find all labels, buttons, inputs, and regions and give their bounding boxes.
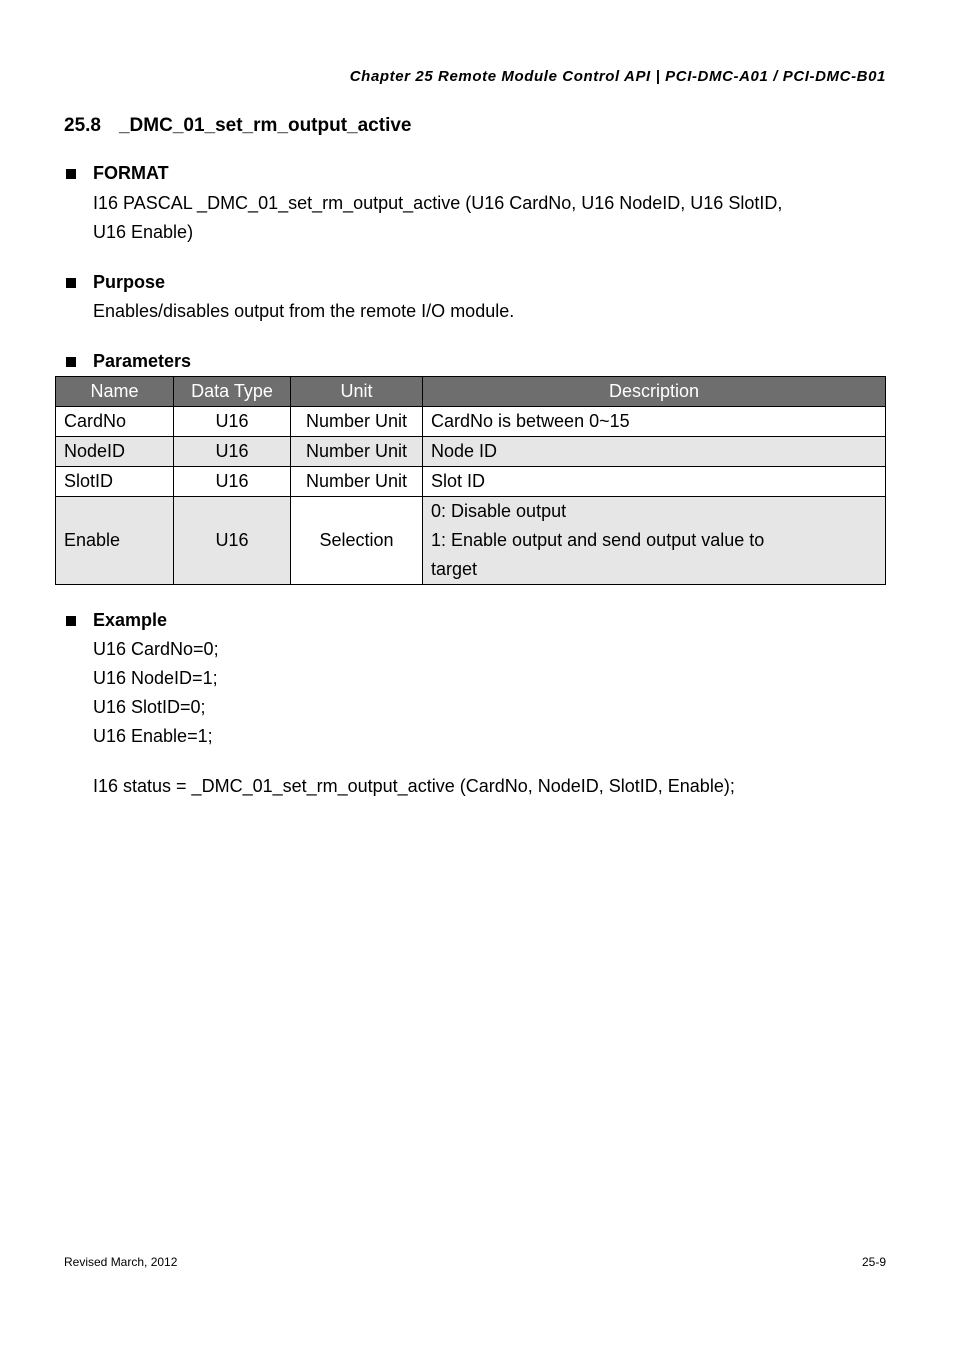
format-line: I16 PASCAL _DMC_01_set_rm_output_active (U16 CardNo, U16 NodeID, U16 SlotID,	[93, 193, 783, 213]
param-unit: Selection	[291, 497, 423, 585]
table-row	[56, 407, 886, 437]
section-number: 25.8	[64, 115, 101, 136]
table-row	[56, 467, 886, 497]
example-line: U16 NodeID=1;	[93, 668, 218, 688]
square-bullet-icon	[66, 278, 76, 288]
example-code	[93, 635, 219, 751]
purpose-text: Enables/disables output from the remote I/O module.	[93, 301, 515, 321]
param-unit: Number Unit	[291, 407, 423, 437]
parameters-heading	[66, 351, 191, 372]
section-name: _DMC_01_set_rm_output_active	[118, 115, 412, 136]
section-title	[64, 115, 412, 137]
page-number: 25-9	[861, 1255, 886, 1269]
example-line: U16 Enable=1;	[93, 726, 213, 746]
example-call: I16 status = _DMC_01_set_rm_output_active (CardNo, NodeID, SlotID, Enable);	[93, 776, 735, 796]
param-type: U16	[174, 497, 291, 585]
parameters-heading-label: Parameters	[93, 351, 192, 371]
table-row	[56, 497, 886, 585]
format-heading-label: FORMAT	[93, 163, 169, 183]
square-bullet-icon	[66, 616, 76, 626]
param-description	[423, 497, 886, 585]
param-unit: Number Unit	[291, 437, 423, 467]
running-header: Chapter 25 Remote Module Control API | PCI-DMC-A01 / PCI-DMC-B01	[349, 68, 886, 85]
column-header-data-type: Data Type	[174, 377, 291, 407]
format-signature	[93, 189, 782, 247]
purpose-heading-label: Purpose	[93, 272, 166, 292]
example-line: U16 SlotID=0;	[93, 697, 206, 717]
example-line: U16 CardNo=0;	[93, 639, 219, 659]
table-header-row	[56, 377, 886, 407]
param-unit: Number Unit	[291, 467, 423, 497]
parameters-table	[55, 376, 886, 585]
purpose-heading	[66, 272, 165, 293]
example-heading-label: Example	[93, 610, 168, 630]
square-bullet-icon	[66, 169, 76, 179]
param-description-line: 1: Enable output and send output value to	[431, 530, 765, 550]
format-heading	[66, 163, 169, 184]
param-name: SlotID	[56, 467, 174, 497]
param-description: Node ID	[423, 437, 886, 467]
param-name: Enable	[56, 497, 174, 585]
square-bullet-icon	[66, 357, 76, 367]
param-description-line: 0: Disable output	[431, 501, 567, 521]
param-description: CardNo is between 0~15	[423, 407, 886, 437]
column-header-description: Description	[423, 377, 886, 407]
table-row	[56, 437, 886, 467]
example-heading	[66, 610, 167, 631]
revision-date: Revised March, 2012	[64, 1255, 178, 1269]
param-type: U16	[174, 407, 291, 437]
column-header-unit: Unit	[291, 377, 423, 407]
column-header-name: Name	[56, 377, 174, 407]
param-name: CardNo	[56, 407, 174, 437]
param-type: U16	[174, 437, 291, 467]
param-description-line: target	[431, 559, 478, 579]
param-type: U16	[174, 467, 291, 497]
param-description: Slot ID	[423, 467, 886, 497]
format-line: U16 Enable)	[93, 222, 194, 242]
param-name: NodeID	[56, 437, 174, 467]
